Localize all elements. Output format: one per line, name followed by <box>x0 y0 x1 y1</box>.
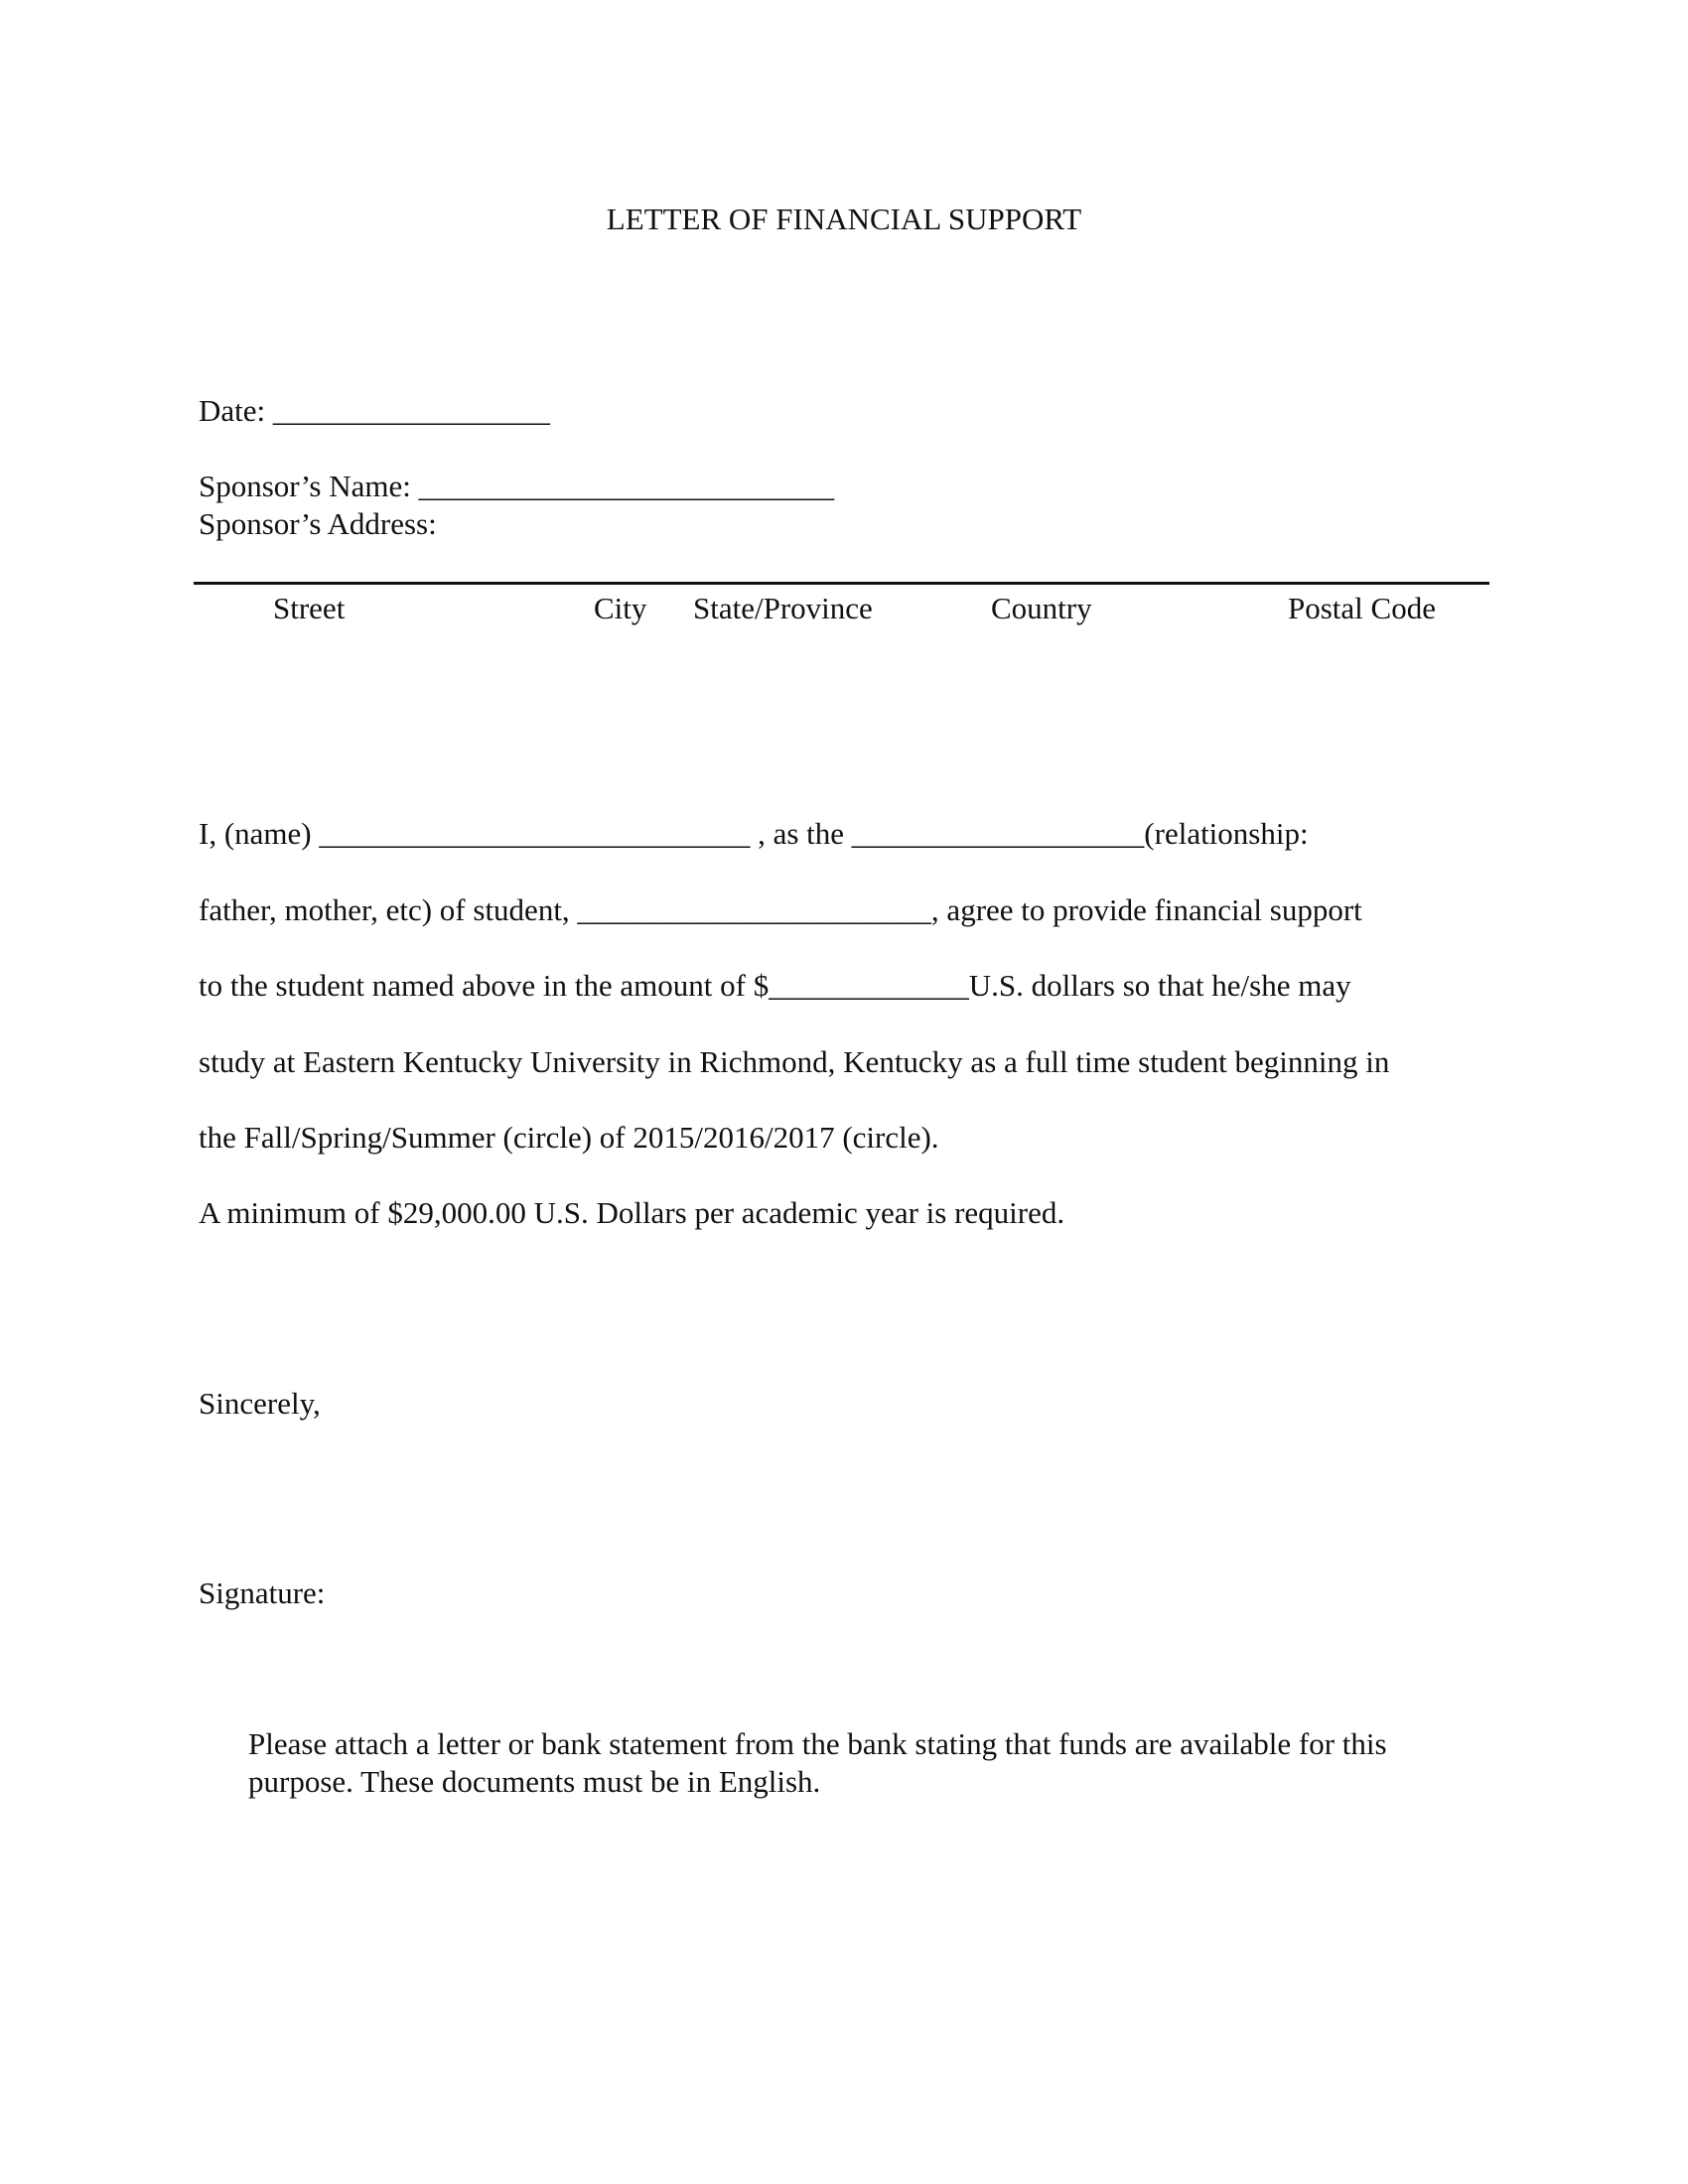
body-line: the Fall/Spring/Summer (circle) of 2015/2016/2017 (circle). <box>199 1120 939 1155</box>
address-column-country: Country <box>991 591 1092 625</box>
body-line: father, mother, etc) of student, _______________________, agree to provide financial support <box>199 892 1362 927</box>
address-column-state-province: State/Province <box>693 591 873 625</box>
minimum-amount-line: A minimum of $29,000.00 U.S. Dollars per academic year is required. <box>199 1195 1065 1230</box>
body-line: to the student named above in the amount of $_____________U.S. dollars so that he/she may <box>199 968 1351 1003</box>
date-field-line: Date: __________________ <box>199 393 550 428</box>
sponsor-name-field-line: Sponsor’s Name: ___________________________ <box>199 469 835 503</box>
note-line: purpose. These documents must be in English. <box>248 1764 821 1799</box>
document-title: LETTER OF FINANCIAL SUPPORT <box>606 202 1082 236</box>
address-rule <box>194 582 1489 585</box>
sponsor-address-label: Sponsor’s Address: <box>199 506 437 541</box>
closing-text: Sincerely, <box>199 1386 321 1421</box>
address-column-street: Street <box>273 591 346 625</box>
note-line: Please attach a letter or bank statement from the bank stating that funds are available for this <box>248 1726 1387 1761</box>
body-line: I, (name) ____________________________ , as the ___________________(relationship: <box>199 816 1309 851</box>
address-column-postal-code: Postal Code <box>1288 591 1436 625</box>
address-column-city: City <box>594 591 647 625</box>
signature-label: Signature: <box>199 1575 326 1610</box>
body-line: study at Eastern Kentucky University in Richmond, Kentucky as a full time student beginning in <box>199 1044 1390 1079</box>
